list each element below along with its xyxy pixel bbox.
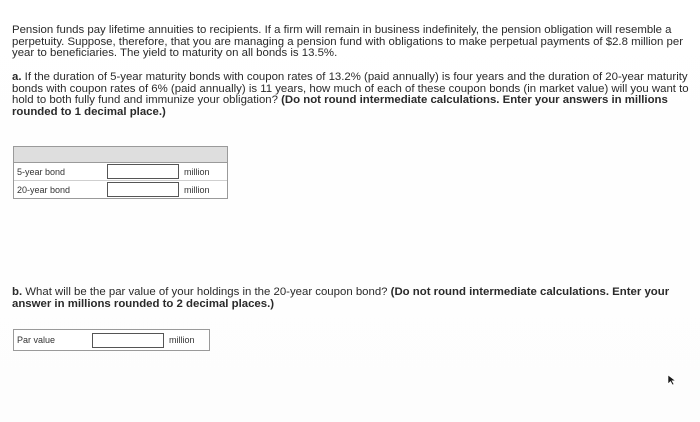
intro-paragraph: Pension funds pay lifetime annuities to recipients. If a firm will remain in business indefinitely, the pension obligation will resemble a perpetuity. Suppose, therefore, that you are managing a pension fund with obligations to make perpetual payments of $2.8 million per year to beneficiaries. The yield to maturity on all bonds is 13.5%.: [12, 24, 683, 60]
part-b-question: [12, 287, 694, 310]
table-row: [14, 163, 227, 181]
part-a-answer-table: [13, 146, 228, 199]
part-b-instruction: (Do not round intermediate calculations. Enter your answer in millions rounded to 2 decimal places.): [12, 286, 670, 310]
par-value-label: Par value: [17, 335, 56, 345]
part-a-prefix: a.: [12, 71, 22, 83]
part-a-question: [12, 72, 694, 118]
part-a-text: If the duration of 5-year maturity bonds with coupon rates of 13.2% (paid annually) is four years and the duration of 20-year maturity bonds with coupon rates of 6% (paid annually) is 11 years, how much of each of these coupon bonds (in market value) will you want to hold to both fully fund and immunize your obligation?: [12, 71, 689, 107]
mouse-pointer-icon: [667, 374, 677, 386]
part-a-instruction: (Do not round intermediate calculations. Enter your answers in millions rounded to 1 decimal place.): [12, 94, 668, 118]
part-b-text: What will be the par value of your holdings in the 20-year coupon bond?: [22, 286, 391, 298]
five-year-bond-unit: million: [184, 166, 210, 177]
twenty-year-bond-unit: million: [184, 184, 210, 195]
table-header: [14, 147, 227, 163]
five-year-bond-input[interactable]: [107, 164, 179, 179]
part-b-prefix: b.: [12, 286, 23, 298]
par-value-input[interactable]: [92, 333, 164, 348]
five-year-bond-label: 5-year bond: [17, 166, 66, 177]
par-value-unit: million: [169, 335, 195, 345]
part-b-answer-table: [13, 329, 210, 351]
table-row: [14, 181, 227, 198]
twenty-year-bond-label: 20-year bond: [17, 184, 71, 195]
twenty-year-bond-input[interactable]: [107, 182, 179, 197]
